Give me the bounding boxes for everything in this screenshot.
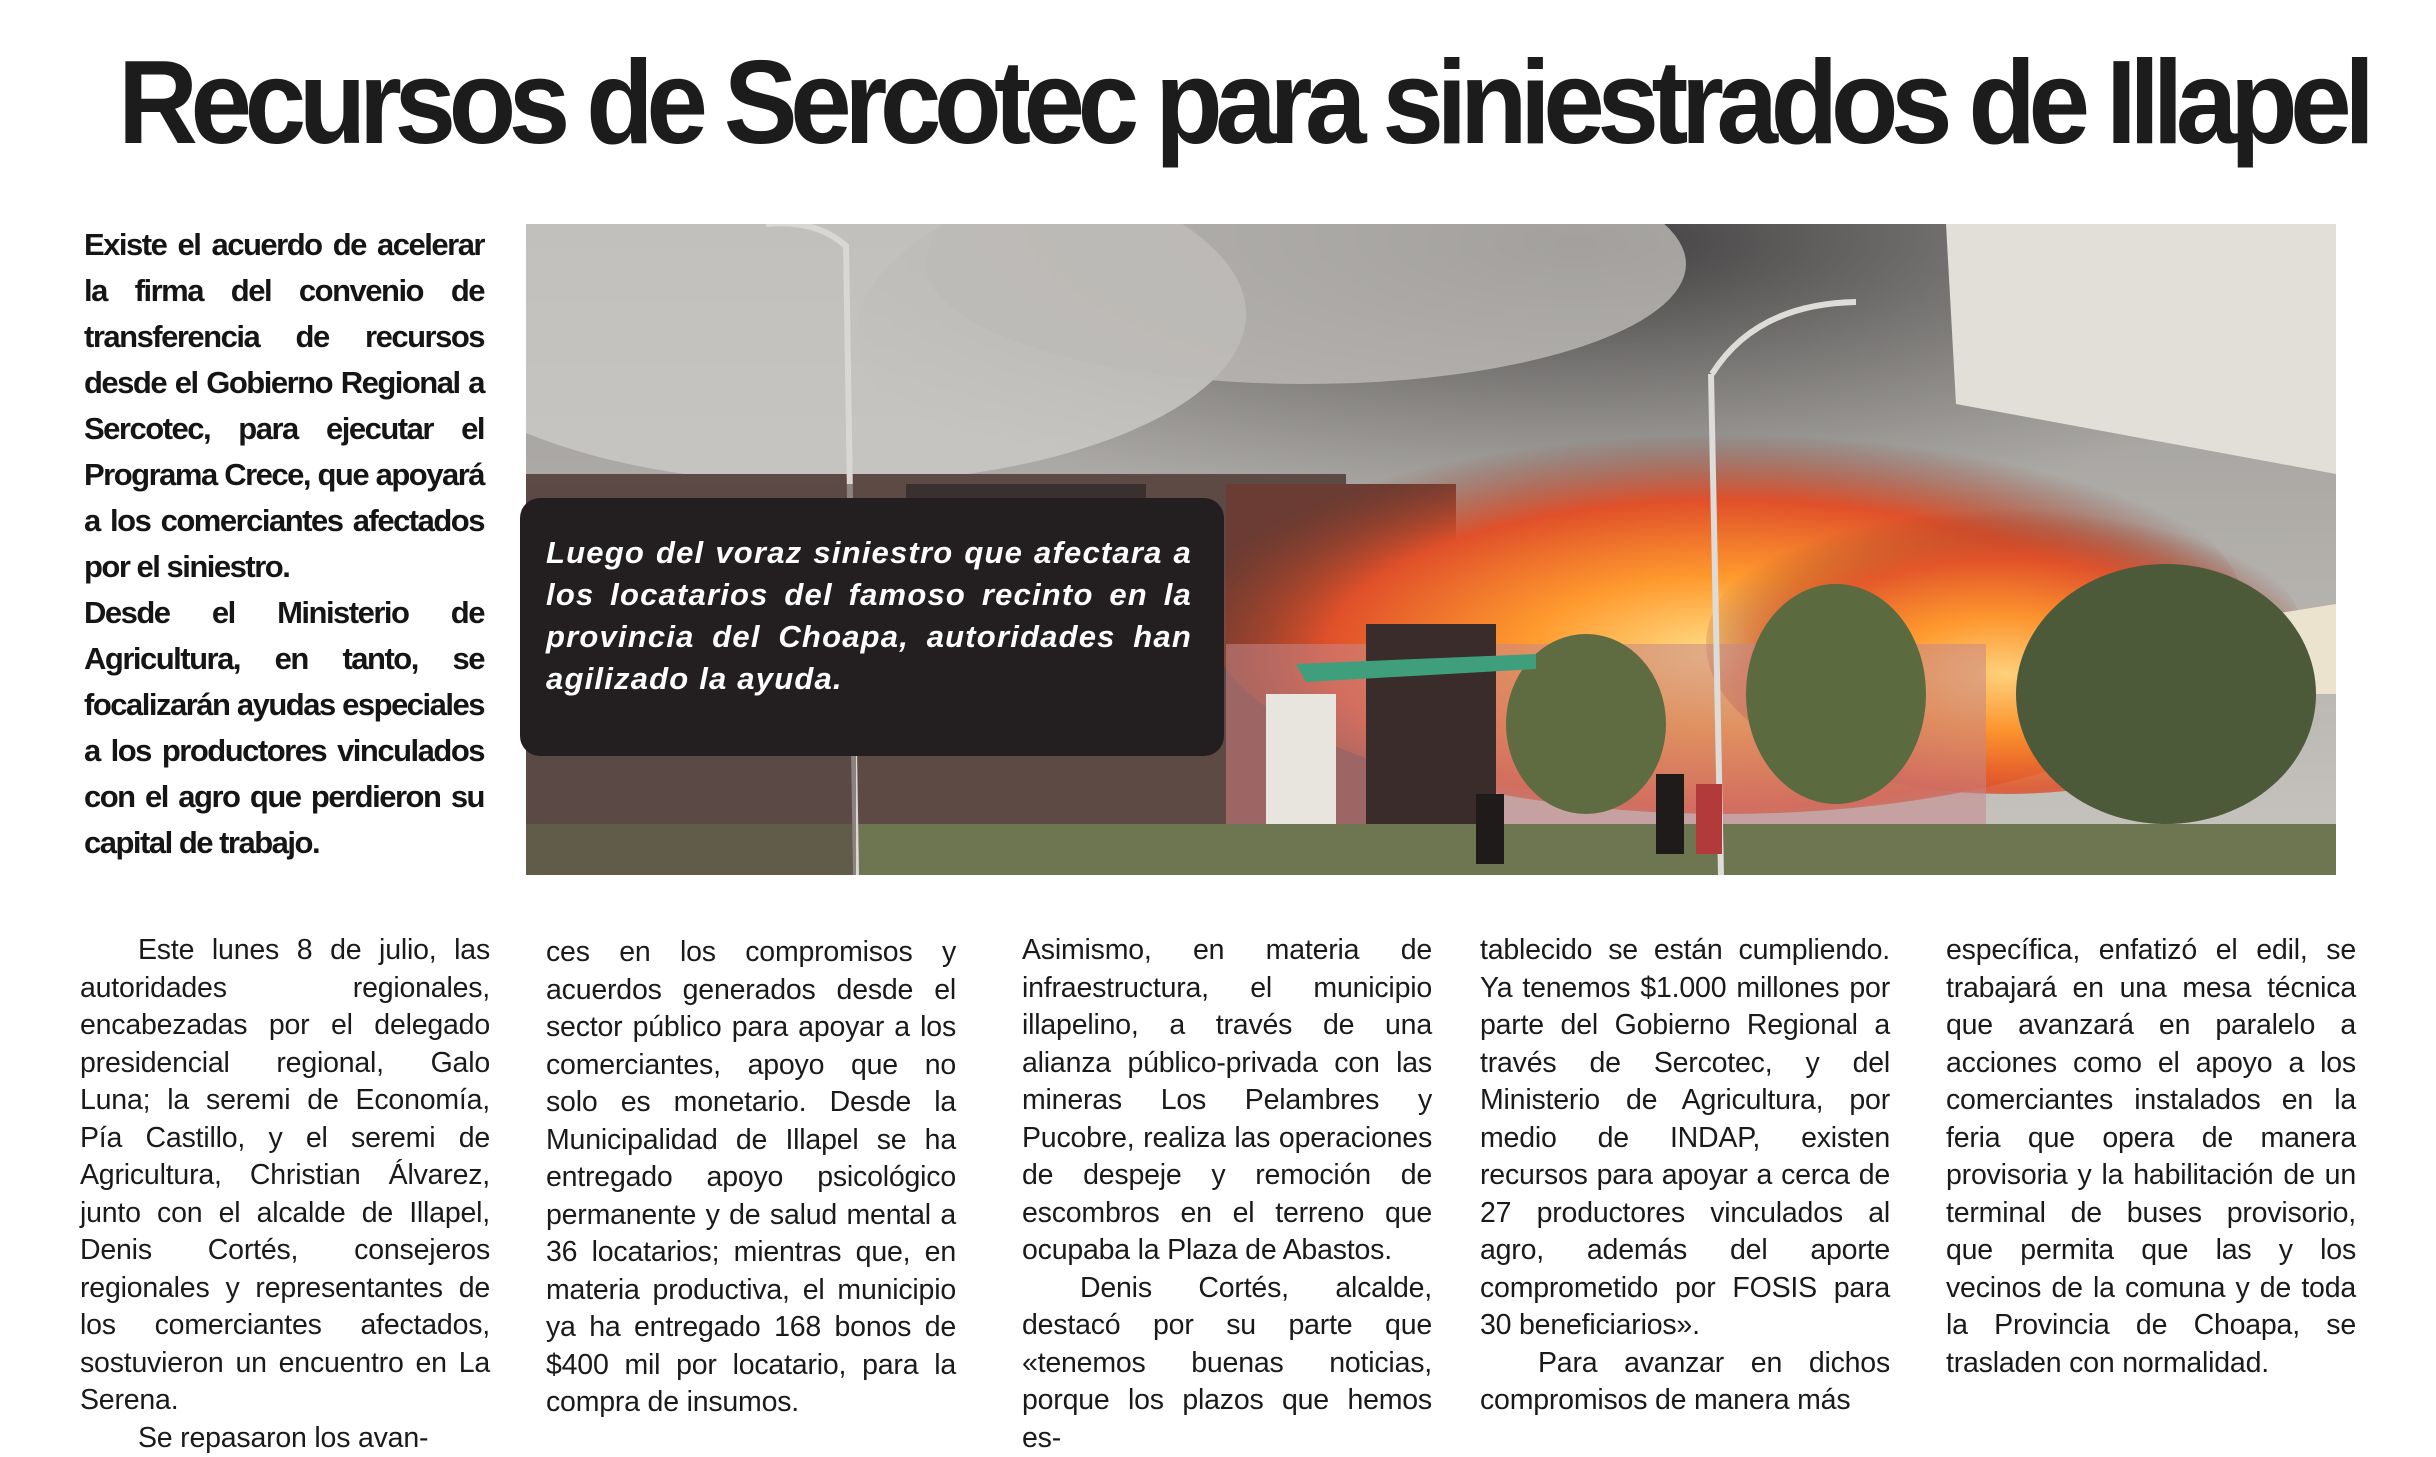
column-paragraph: específica, enfatizó el edil, se trabajará en una mesa técnica que avanzará en paralelo a acciones como el apoyo a los comerciantes instalados en la feria que opera de manera provisoria y la habilitación de un terminal de buses provisorio, que permita que las y los vecinos de la comuna y de toda la Provincia de Choapa, se trasladen con normalidad. (1946, 932, 2356, 1382)
column-paragraph: Este lunes 8 de julio, las autoridades regionales, encabezadas por el delegado presidencial regional, Galo Luna; la seremi de Economía, Pía Castillo, y el seremi de Agricultura, Christian Álvarez, junto con el alcalde de Illapel, Denis Cortés, consejeros regionales y representantes de los comerciantes afectados, sostuvieron un encuentro en La Serena. (80, 932, 490, 1420)
column-paragraph: Se repasaron los avan- (80, 1420, 490, 1457)
column-paragraph: Para avanzar en dichos compromisos de manera más (1480, 1345, 1890, 1420)
column-paragraph: tablecido se están cumpliendo. Ya tenemos $1.000 millones por parte del Gobierno Regional a través de Sercotec, y del Ministerio de Agricultura, por medio de INDAP, existen recursos para apoyar a cerca de 27 productores vinculados al agro, además del aporte comprometido por FOSIS para 30 beneficiarios». (1480, 932, 1890, 1345)
column-paragraph: ces en los compromisos y acuerdos generados desde el sector público para apoyar a los comerciantes, apoyo que no solo es monetario. Desde la Municipalidad de Illapel se ha entregado apoyo psicológico permanente y de salud mental a 36 locatarios; mientras que, en materia productiva, el municipio ya ha entregado 168 bonos de $400 mil por locatario, para la compra de insumos. (546, 934, 956, 1422)
headline: Recursos de Sercotec para siniestrados de Illapel (118, 38, 2201, 168)
lead-text-1: Existe el acuerdo de acelerar la firma del convenio de transferencia de recursos desde el Gobierno Regional a Sercotec, para ejecutar el Programa Crece, que apoyará a los comerciantes afectados por el siniestro. (84, 222, 484, 590)
photo-caption (520, 498, 1224, 756)
article-column-4 (1480, 932, 1890, 1420)
article-column-5 (1946, 932, 2356, 1382)
column-paragraph: Denis Cortés, alcalde, destacó por su parte que «tenemos buenas noticias, porque los plazos que hemos es- (1022, 1270, 1432, 1457)
article-column-1 (80, 932, 490, 1457)
column-paragraph: Asimismo, en materia de infraestructura, el municipio illapelino, a través de una alianza público-privada con las mineras Los Pelambres y Pucobre, realiza las operaciones de despeje y remoción de escombros en el terreno que ocupaba la Plaza de Abastos. (1022, 932, 1432, 1270)
lead-text-2: Desde el Ministerio de Agricultura, en tanto, se focalizarán ayudas especiales a los productores vinculados con el agro que perdieron su capital de trabajo. (84, 590, 484, 866)
lead-paragraph (84, 222, 484, 866)
article-column-3 (1022, 932, 1432, 1457)
photo-caption-text: Luego del voraz siniestro que afectara a los locatarios del famoso recinto en la provincia del Choapa, autoridades han agilizado la ayuda. (546, 532, 1192, 700)
article-column-2 (546, 934, 956, 1422)
